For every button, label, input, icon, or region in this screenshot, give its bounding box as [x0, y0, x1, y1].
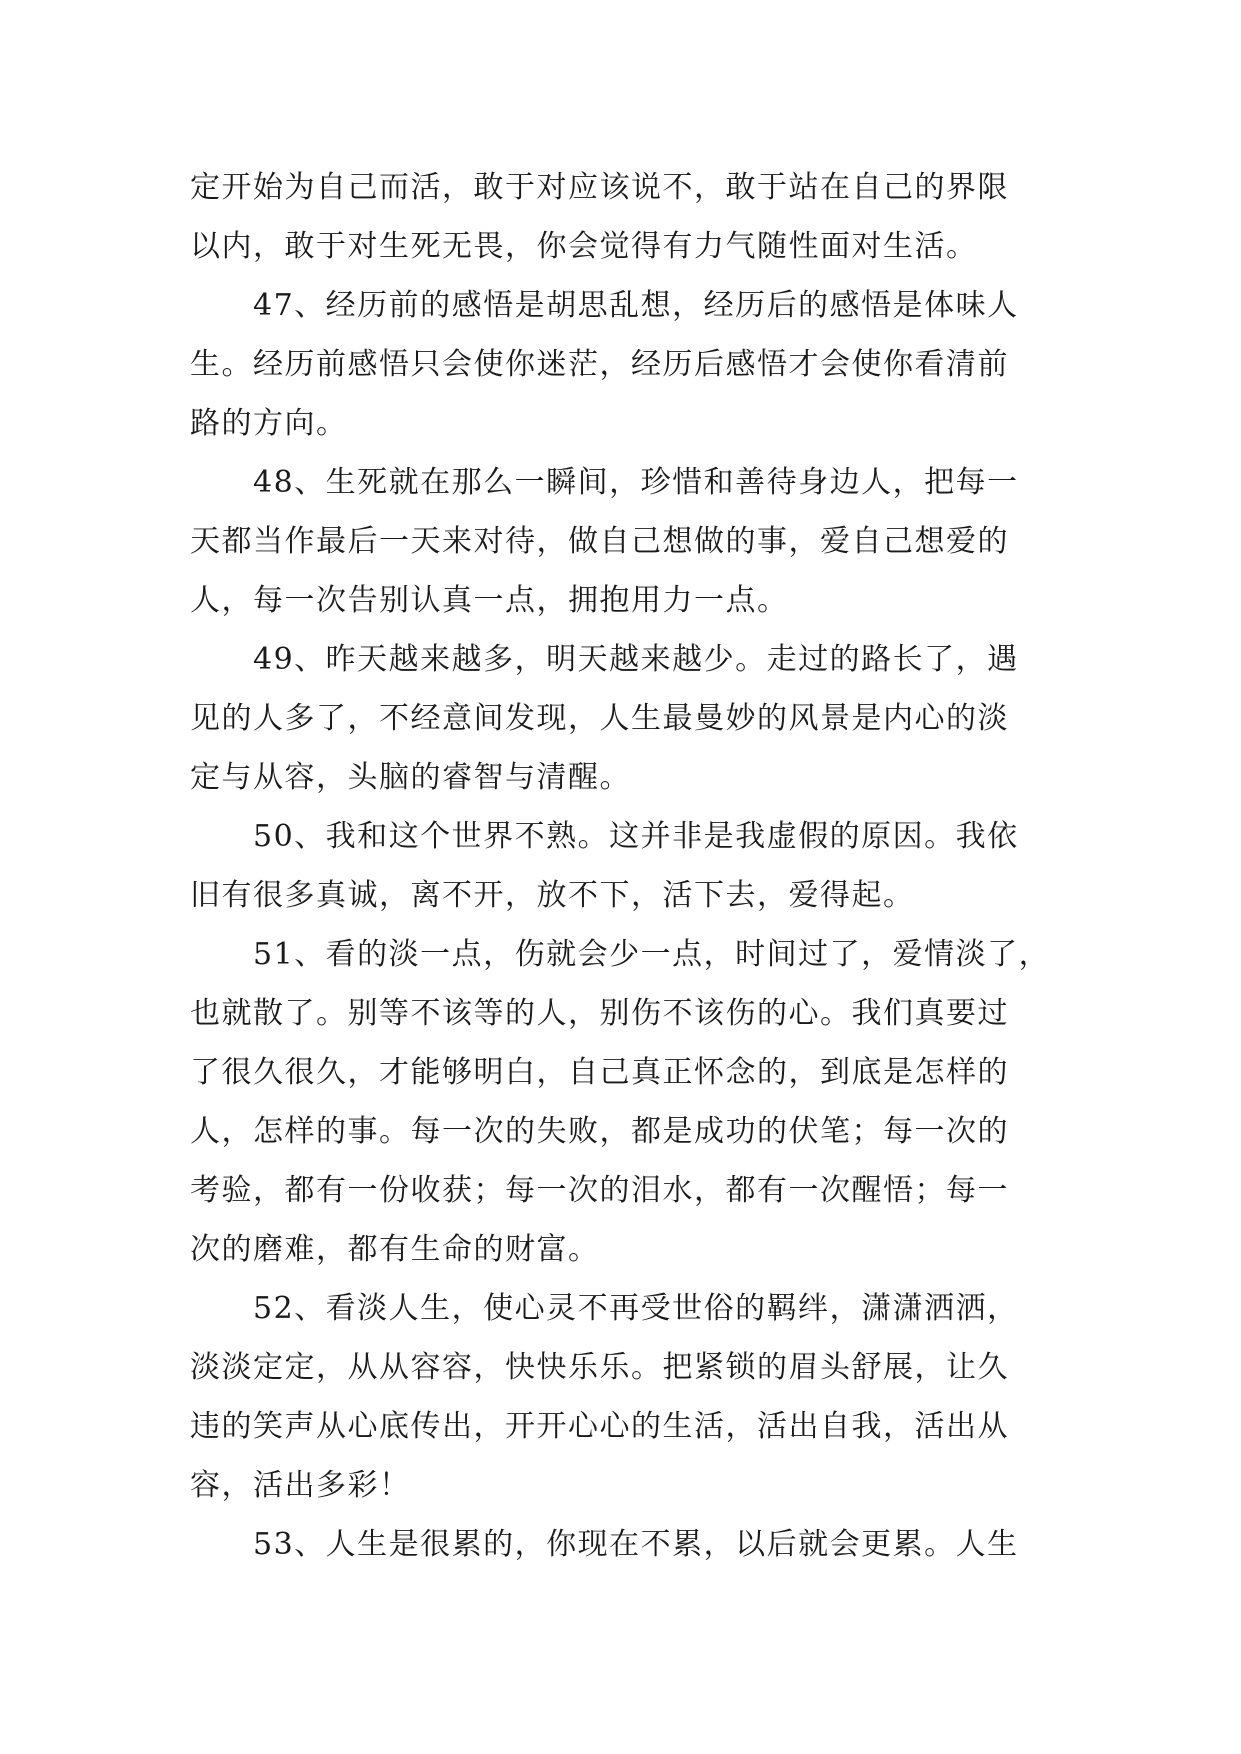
text-line: 容，活出多彩！ — [190, 1468, 411, 1503]
text-line: 考验，都有一份收获；每一次的泪水，都有一次醒悟；每一 — [190, 1173, 1009, 1208]
text-line: 淡淡定定，从从容容，快快乐乐。把紧锁的眉头舒展，让久 — [190, 1350, 1009, 1385]
text-line: 见的人多了，不经意间发现，人生最曼妙的风景是内心的淡 — [190, 701, 1009, 736]
text-line: 路的方向。 — [190, 406, 348, 441]
text-line: 以内，敢于对生死无畏，你会觉得有力气随性面对生活。 — [190, 229, 978, 264]
text-line: 49、昨天越来越多，明天越来越少。走过的路长了，遇 — [190, 642, 1019, 677]
text-line: 违的笑声从心底传出，开开心心的生活，活出自我，活出从 — [190, 1409, 1009, 1444]
document-body — [190, 158, 1058, 1574]
text-line: 定开始为自己而活，敢于对应该说不，敢于站在自己的界限 — [190, 170, 1009, 205]
text-line: 生。经历前感悟只会使你迷茫，经历后感悟才会使你看清前 — [190, 347, 1009, 382]
text-line: 人，每一次告别认真一点，拥抱用力一点。 — [190, 583, 789, 618]
text-line: 50、我和这个世界不熟。这并非是我虚假的原因。我依 — [190, 819, 1019, 854]
text-line: 48、生死就在那么一瞬间，珍惜和善待身边人，把每一 — [190, 465, 1019, 500]
text-line: 天都当作最后一天来对待，做自己想做的事，爱自己想爱的 — [190, 524, 1009, 559]
text-line: 了很久很久，才能够明白，自己真正怀念的，到底是怎样的 — [190, 1055, 1009, 1090]
text-line: 定与从容，头脑的睿智与清醒。 — [190, 760, 631, 795]
text-line: 旧有很多真诚，离不开，放不下，活下去，爱得起。 — [190, 878, 915, 913]
text-line: 51、看的淡一点，伤就会少一点，时间过了，爱情淡了， — [190, 937, 1051, 972]
text-line: 次的磨难，都有生命的财富。 — [190, 1232, 600, 1267]
text-line: 52、看淡人生，使心灵不再受世俗的羁绊，潇潇洒洒， — [190, 1291, 1019, 1326]
text-line: 47、经历前的感悟是胡思乱想，经历后的感悟是体味人 — [190, 288, 1019, 323]
text-line: 53、人生是很累的，你现在不累，以后就会更累。人生 — [190, 1527, 1019, 1562]
text-line: 也就散了。别等不该等的人，别伤不该伤的心。我们真要过 — [190, 996, 1009, 1031]
text-line: 人，怎样的事。每一次的失败，都是成功的伏笔；每一次的 — [190, 1114, 1009, 1149]
